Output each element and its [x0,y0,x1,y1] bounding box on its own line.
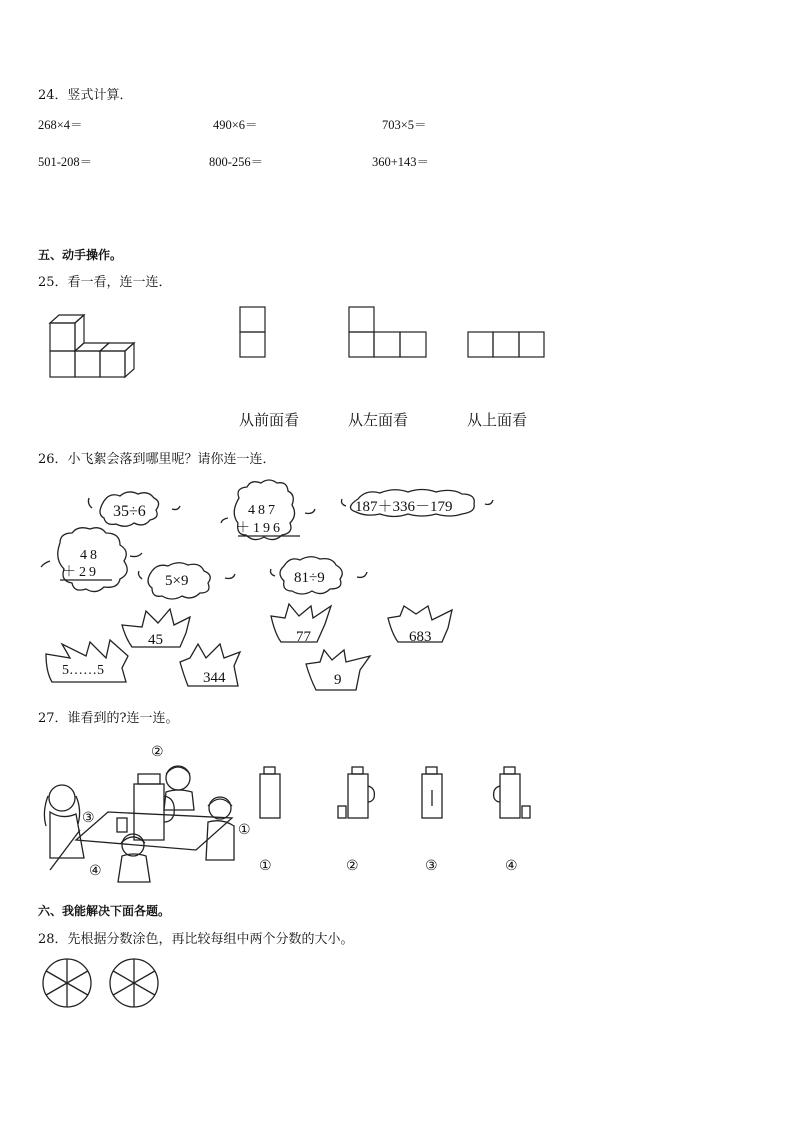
scene-mark: ④ [89,864,102,879]
q27-title: 27．谁看到的?连一连。 [38,711,179,726]
view-label-front: 从前面看 [239,413,300,429]
option-mark: ④ [505,859,518,874]
view-label-left: 从左面看 [348,413,409,429]
q25-title: 25．看一看，连一连． [38,275,172,290]
option-mark: ② [346,859,359,874]
section-five-title: 五、动手操作。 [38,248,123,262]
calc-problem: 360+143＝ [372,155,430,169]
calc-problem: 501-208＝ [38,155,93,169]
view-label-top: 从上面看 [467,413,528,429]
section-six-title: 六、我能解决下面各题。 [38,904,171,918]
option-mark: ① [259,859,272,874]
scene-mark: ① [238,823,251,838]
kite-expression: 187＋336－179 [355,499,453,515]
kite-expression: ＋196 [236,521,283,536]
kite-expression: ＋29 [62,565,99,580]
calc-problem: 703×5＝ [382,118,427,132]
kite-expression: 487 [248,503,278,518]
calc-problem: 268×4＝ [38,118,83,132]
grass-answer: 683 [409,629,432,645]
q24-title: 24．竖式计算． [38,88,133,103]
kite-expression: 48 [80,548,100,563]
kite-expression: 81÷9 [294,570,325,586]
q28-title: 28．先根据分数涂色，再比较每组中两个分数的大小。 [38,932,354,947]
calc-problem: 800-256＝ [209,155,264,169]
scene-mark: ③ [82,811,95,826]
grass-answer: 5……5 [62,663,104,678]
grass-answer: 344 [203,670,226,686]
fraction-circle-left [43,959,91,1007]
scene-mark: ② [151,745,164,760]
option-mark: ③ [425,859,438,874]
q26-title: 26．小飞絮会落到哪里呢？请你连一连． [38,452,276,467]
grass-answer: 9 [334,672,342,688]
grass-answer: 45 [148,632,163,648]
grass-answer: 77 [296,629,311,645]
calc-problem: 490×6＝ [213,118,258,132]
fraction-circle-right [110,959,158,1007]
kite-expression: 5×9 [165,573,189,589]
kite-expression: 35÷6 [113,503,146,520]
